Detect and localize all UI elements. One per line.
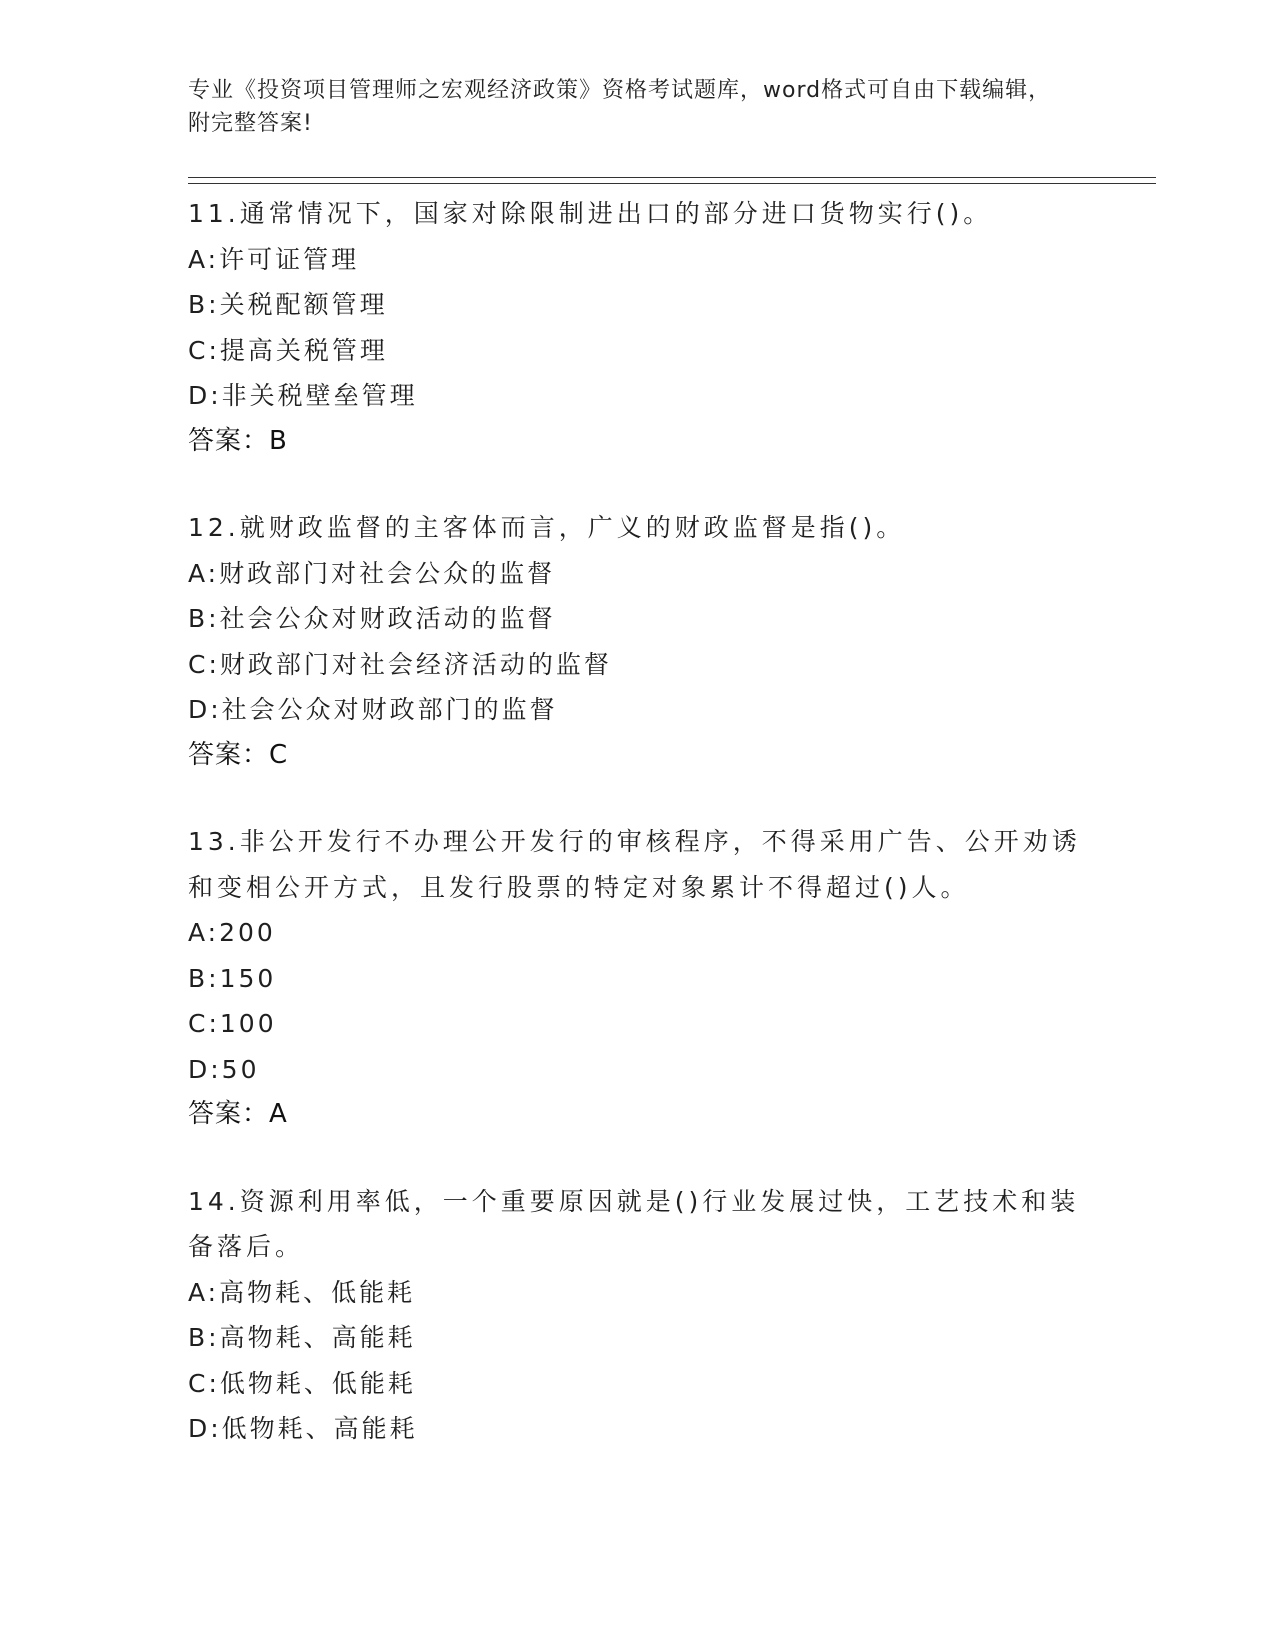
question-stem: 13.非公开发行不办理公开发行的审核程序，不得采用广告、公开劝诱和变相公开方式，且发行股票的特定对象累计不得超过()人。 [188, 827, 1081, 902]
option-c: C:财政部门对社会经济活动的监督 [188, 649, 612, 679]
answer-line: 答案：C [188, 739, 289, 770]
option-b: B:关税配额管理 [188, 290, 388, 319]
question-item [188, 819, 1088, 1138]
question-stem: 14.资源利用率低，一个重要原因就是()行业发展过快，工艺技术和装备落后。 [188, 1186, 1080, 1261]
option-c: C:低物耗、低能耗 [188, 1368, 416, 1398]
option-d: D:社会公众对财政部门的监督 [188, 695, 558, 724]
header-divider-bottom [188, 183, 1156, 184]
header-divider-top [188, 177, 1156, 178]
option-a: A:高物耗、低能耗 [188, 1277, 416, 1307]
option-d: D:50 [188, 1054, 260, 1084]
option-a: A:许可证管理 [188, 244, 360, 274]
answer-line: 答案：B [188, 425, 288, 456]
option-c: C:提高关税管理 [188, 335, 388, 365]
option-a: A:财政部门对社会公众的监督 [188, 558, 556, 588]
question-stem: 11.通常情况下，国家对除限制进出口的部分进口货物实行()。 [188, 199, 993, 228]
option-c: C:100 [188, 1009, 277, 1038]
option-b: B:高物耗、高能耗 [188, 1323, 416, 1352]
document-intro: 专业《投资项目管理师之宏观经济政策》资格考试题库，word格式可自由下载编辑，附完整答案! [188, 78, 1052, 136]
question-item [188, 505, 1088, 778]
answer-line: 答案：A [188, 1099, 288, 1129]
option-b: B:150 [188, 963, 277, 993]
option-d: D:非关税壁垒管理 [188, 381, 418, 410]
question-item [188, 1179, 1088, 1452]
question-list [188, 191, 1088, 1493]
option-a: A:200 [188, 918, 276, 947]
question-item [188, 191, 1088, 464]
question-stem: 12.就财政监督的主客体而言，广义的财政监督是指()。 [188, 513, 906, 542]
option-d: D:低物耗、高能耗 [188, 1414, 418, 1443]
option-b: B:社会公众对财政活动的监督 [188, 604, 556, 633]
